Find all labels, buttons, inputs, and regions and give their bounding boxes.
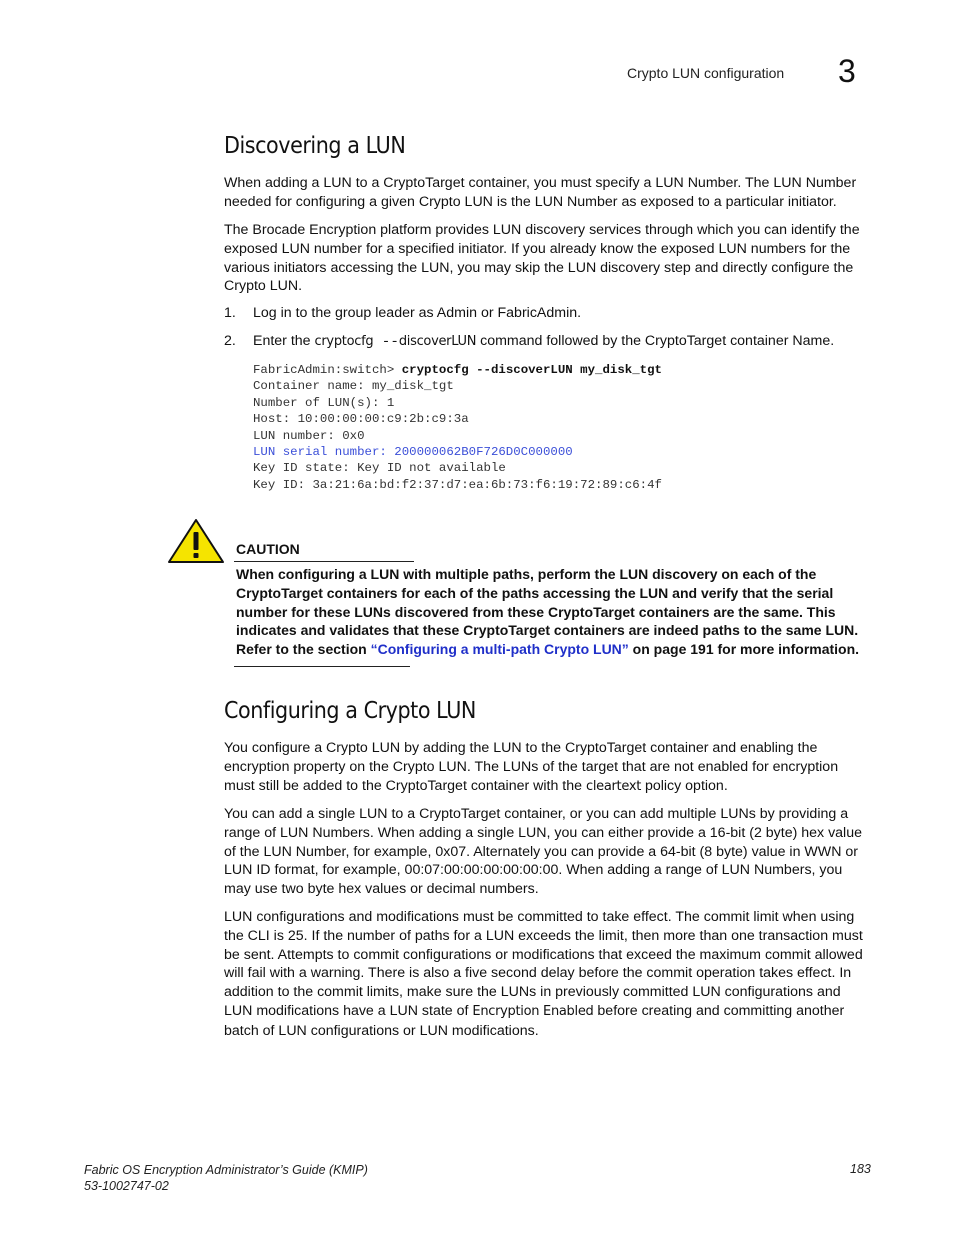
code-line: Number of LUN(s): 1 [253, 395, 395, 410]
code-line: Container name: my_disk_tgt [253, 379, 454, 394]
command-option-dashes: -- [373, 334, 399, 350]
paragraph: The Brocade Encryption platform provides LUN discovery services through which you can identify the exposed LUN number for a specified initiator. If you already know the exposed LUN numbers for the various initiators accessing the LUN, you may skip the LUN discovery step and directly configure the Crypto LUN. [224, 222, 860, 295]
step-text: Log in to the group leader as Admin or FabricAdmin. [253, 305, 582, 321]
chapter-number: 3 [838, 53, 856, 89]
paragraph [224, 739, 872, 796]
caution-text-after: on page 191 for more information. [628, 641, 860, 658]
step-text-pre: Enter the [253, 333, 315, 349]
code-line: LUN number: 0x0 [253, 428, 365, 443]
step-text [253, 333, 873, 350]
code-example [253, 362, 662, 493]
command-option: discoverLUN [398, 334, 477, 349]
footer-title: Fabric OS Encryption Administrator’s Guide (KMIP) [84, 1163, 368, 1177]
caution-rule-bottom [234, 666, 410, 667]
paragraph-text: before creating and committing another batch of LUN configurations or LUN modifications. [224, 1002, 845, 1039]
command-name: cryptocfg [314, 334, 374, 349]
code-line: Key ID: 3a:21:6a:bd:f2:37:d7:ea:6b:73:f6:19:72:89:c6:4f [253, 477, 662, 492]
running-header: Crypto LUN configuration [627, 65, 785, 81]
code-line: Key ID state: Key ID not available [253, 461, 506, 476]
paragraph-text: policy option. [641, 777, 728, 794]
step-text-post: command followed by the CryptoTarget container Name. [476, 333, 835, 349]
inline-command: Encryption Enabled [472, 1003, 594, 1019]
caution-text [236, 565, 866, 659]
section-title-discovering: Discovering a LUN [224, 133, 406, 159]
footer-doc-info [84, 1162, 368, 1194]
paragraph: When adding a LUN to a CryptoTarget container, you must specify a LUN Number. The LUN Number needed for configuring a given Crypto LUN is the LUN Number as exposed to a particular initiator. [224, 175, 857, 210]
paragraph: You can add a single LUN to a CryptoTarget container, or you can add multiple LUNs by providing a range of LUN Numbers. When adding a single LUN, you can either provide a 16-bit (2 byte) hex value of the LUN Number, for example, 0x07. Alternately you can provide a 64-bit (8 byte) value in WWN or LUN ID format, for example, 00:07:00:00:00:00:00:00. When adding a range of LUN Numbers, you may use two byte hex values or decimal numbers. [224, 806, 862, 898]
caution-text-before: When configuring a LUN with multiple paths, perform the LUN discovery on each of the CryptoTarget containers for each of the paths accessing the LUN and verify that the serial number for these LUNs discovered from these CryptoTarget containers are the same. This indicates and validates that these CryptoTarget containers are indeed paths to the same LUN. Refer to the section [236, 566, 859, 658]
paragraph-text: You configure a Crypto LUN by adding the LUN to the CryptoTarget container and enabling the encryption property on the Crypto LUN. The LUNs of the target that are not enabled for encryption must still be added to the CryptoTarget container with the [224, 740, 839, 794]
footer-doc-number: 53-1002747-02 [84, 1179, 169, 1193]
section-title-configuring: Configuring a Crypto LUN [224, 698, 476, 724]
caution-rule-top [234, 561, 414, 562]
step-number: 2. [224, 333, 236, 349]
step-number: 1. [224, 305, 236, 321]
caution-label: CAUTION [236, 541, 300, 557]
code-command: cryptocfg --discoverLUN my_disk_tgt [401, 363, 662, 377]
paragraph [224, 908, 872, 1041]
code-prompt: FabricAdmin:switch> [253, 363, 402, 377]
paragraph-text: LUN configurations and modifications must be committed to take effect. The commit limit when using the CLI is 25. If the number of paths for a LUN exceeds the limit, then more than one transaction must be sent. Attempts to commit configurations or modifications that exceed the maximum commit allowed will fail with a warning. There is also a five second delay before the commit operation takes effect. In addition to the commit limits, make sure the LUNs in previously committed LUN configurations and LUN modifications have a LUN state of [224, 909, 863, 1019]
code-line-serial: LUN serial number: 200000062B0F726D0C000000 [253, 445, 573, 460]
warning-triangle-icon [167, 518, 225, 564]
cross-reference-link[interactable]: “Configuring a multi-path Crypto LUN” [370, 641, 629, 658]
inline-command: cleartext [585, 778, 642, 794]
code-line: Host: 10:00:00:00:c9:2b:c9:3a [253, 412, 469, 427]
page-number: 183 [850, 1162, 871, 1176]
